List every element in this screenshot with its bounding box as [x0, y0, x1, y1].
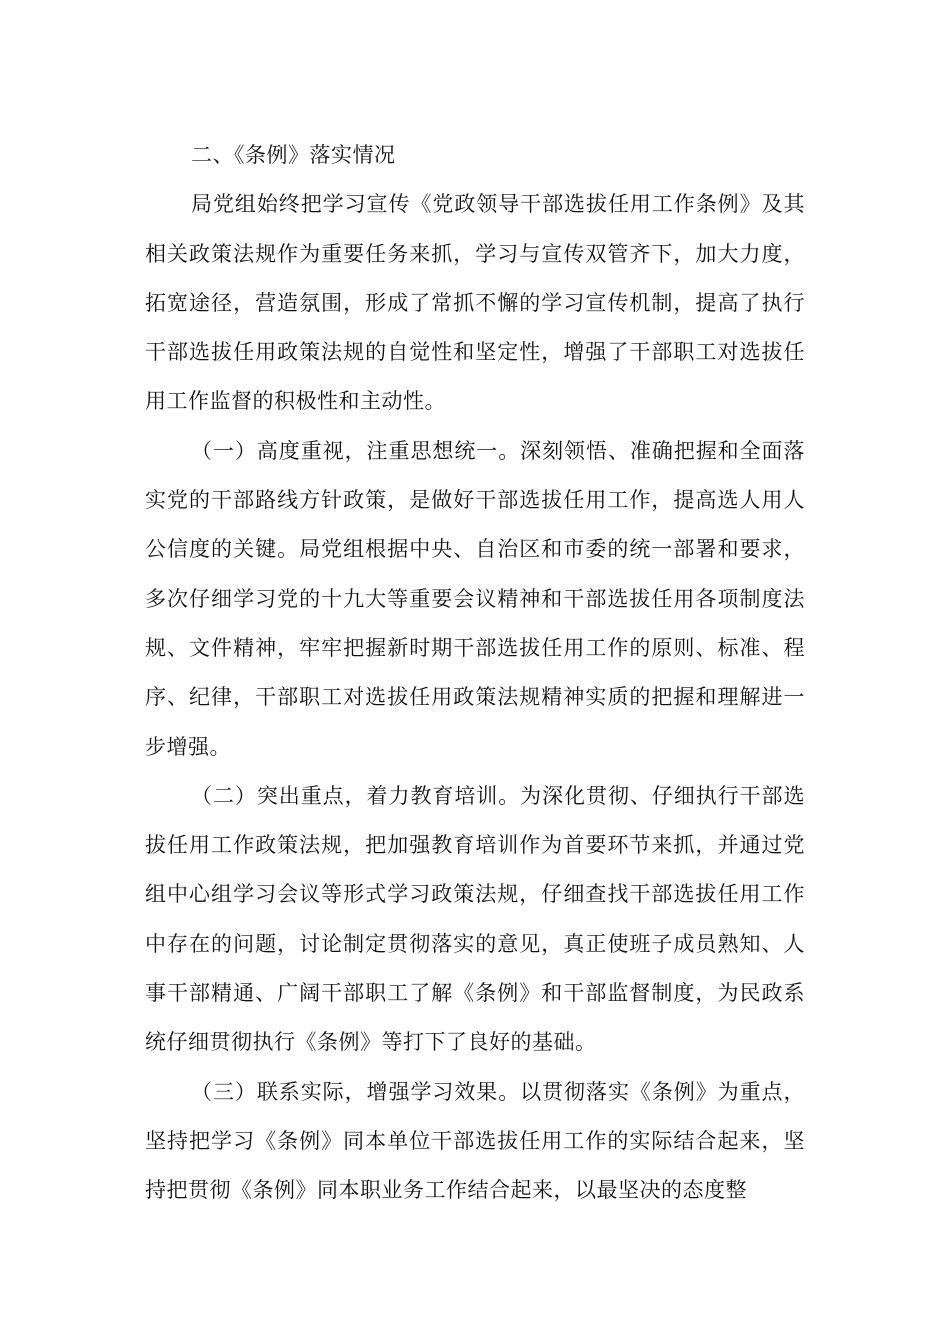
section-heading: 二、《条例》落实情况 [191, 143, 396, 167]
paragraph-section-1: （一）高度重视，注重思想统一。深刻领悟、准确把握和全面落实党的干部路线方针政策，是做好干部选拔任用工作，提高选人用人公信度的关键。局党组根据中央、自治区和市委的统一部署和要求，多次仔细学习党的十九大等重要会议精神和干部选拔任用各项制度法规、文件精神，牢牢把握新时期干部选拔任用工作的原则、标准、程序、纪律，干部职工对选拔任用政策法规精神实质的把握和理解进一步增强。 [145, 438, 805, 759]
document-body [145, 131, 805, 1216]
paragraph-intro: 局党组始终把学习宣传《党政领导干部选拔任用工作条例》及其相关政策法规作为重要任务来抓，学习与宣传双管齐下，加大力度，拓宽途径，营造氛围，形成了常抓不懈的学习宣传机制，提高了执行干部选拔任用政策法规的自觉性和坚定性，增强了干部职工对选拔任用工作监督的积极性和主动性。 [145, 192, 805, 414]
paragraph-section-3: （三）联系实际，增强学习效果。以贯彻落实《条例》为重点，坚持把学习《条例》同本单位干部选拔任用工作的实际结合起来，坚持把贯彻《条例》同本职业务工作结合起来，以最坚决的态度整 [145, 1079, 805, 1203]
paragraph-section-2: （二）突出重点，着力教育培训。为深化贯彻、仔细执行干部选拔任用工作政策法规，把加强教育培训作为首要环节来抓，并通过党组中心组学习会议等形式学习政策法规，仔细查找干部选拔任用工作中存在的问题，讨论制定贯彻落实的意见，真正使班子成员熟知、人事干部精通、广阔干部职工了解《条例》和干部监督制度，为民政系统仔细贯彻执行《条例》等打下了良好的基础。 [145, 783, 805, 1055]
